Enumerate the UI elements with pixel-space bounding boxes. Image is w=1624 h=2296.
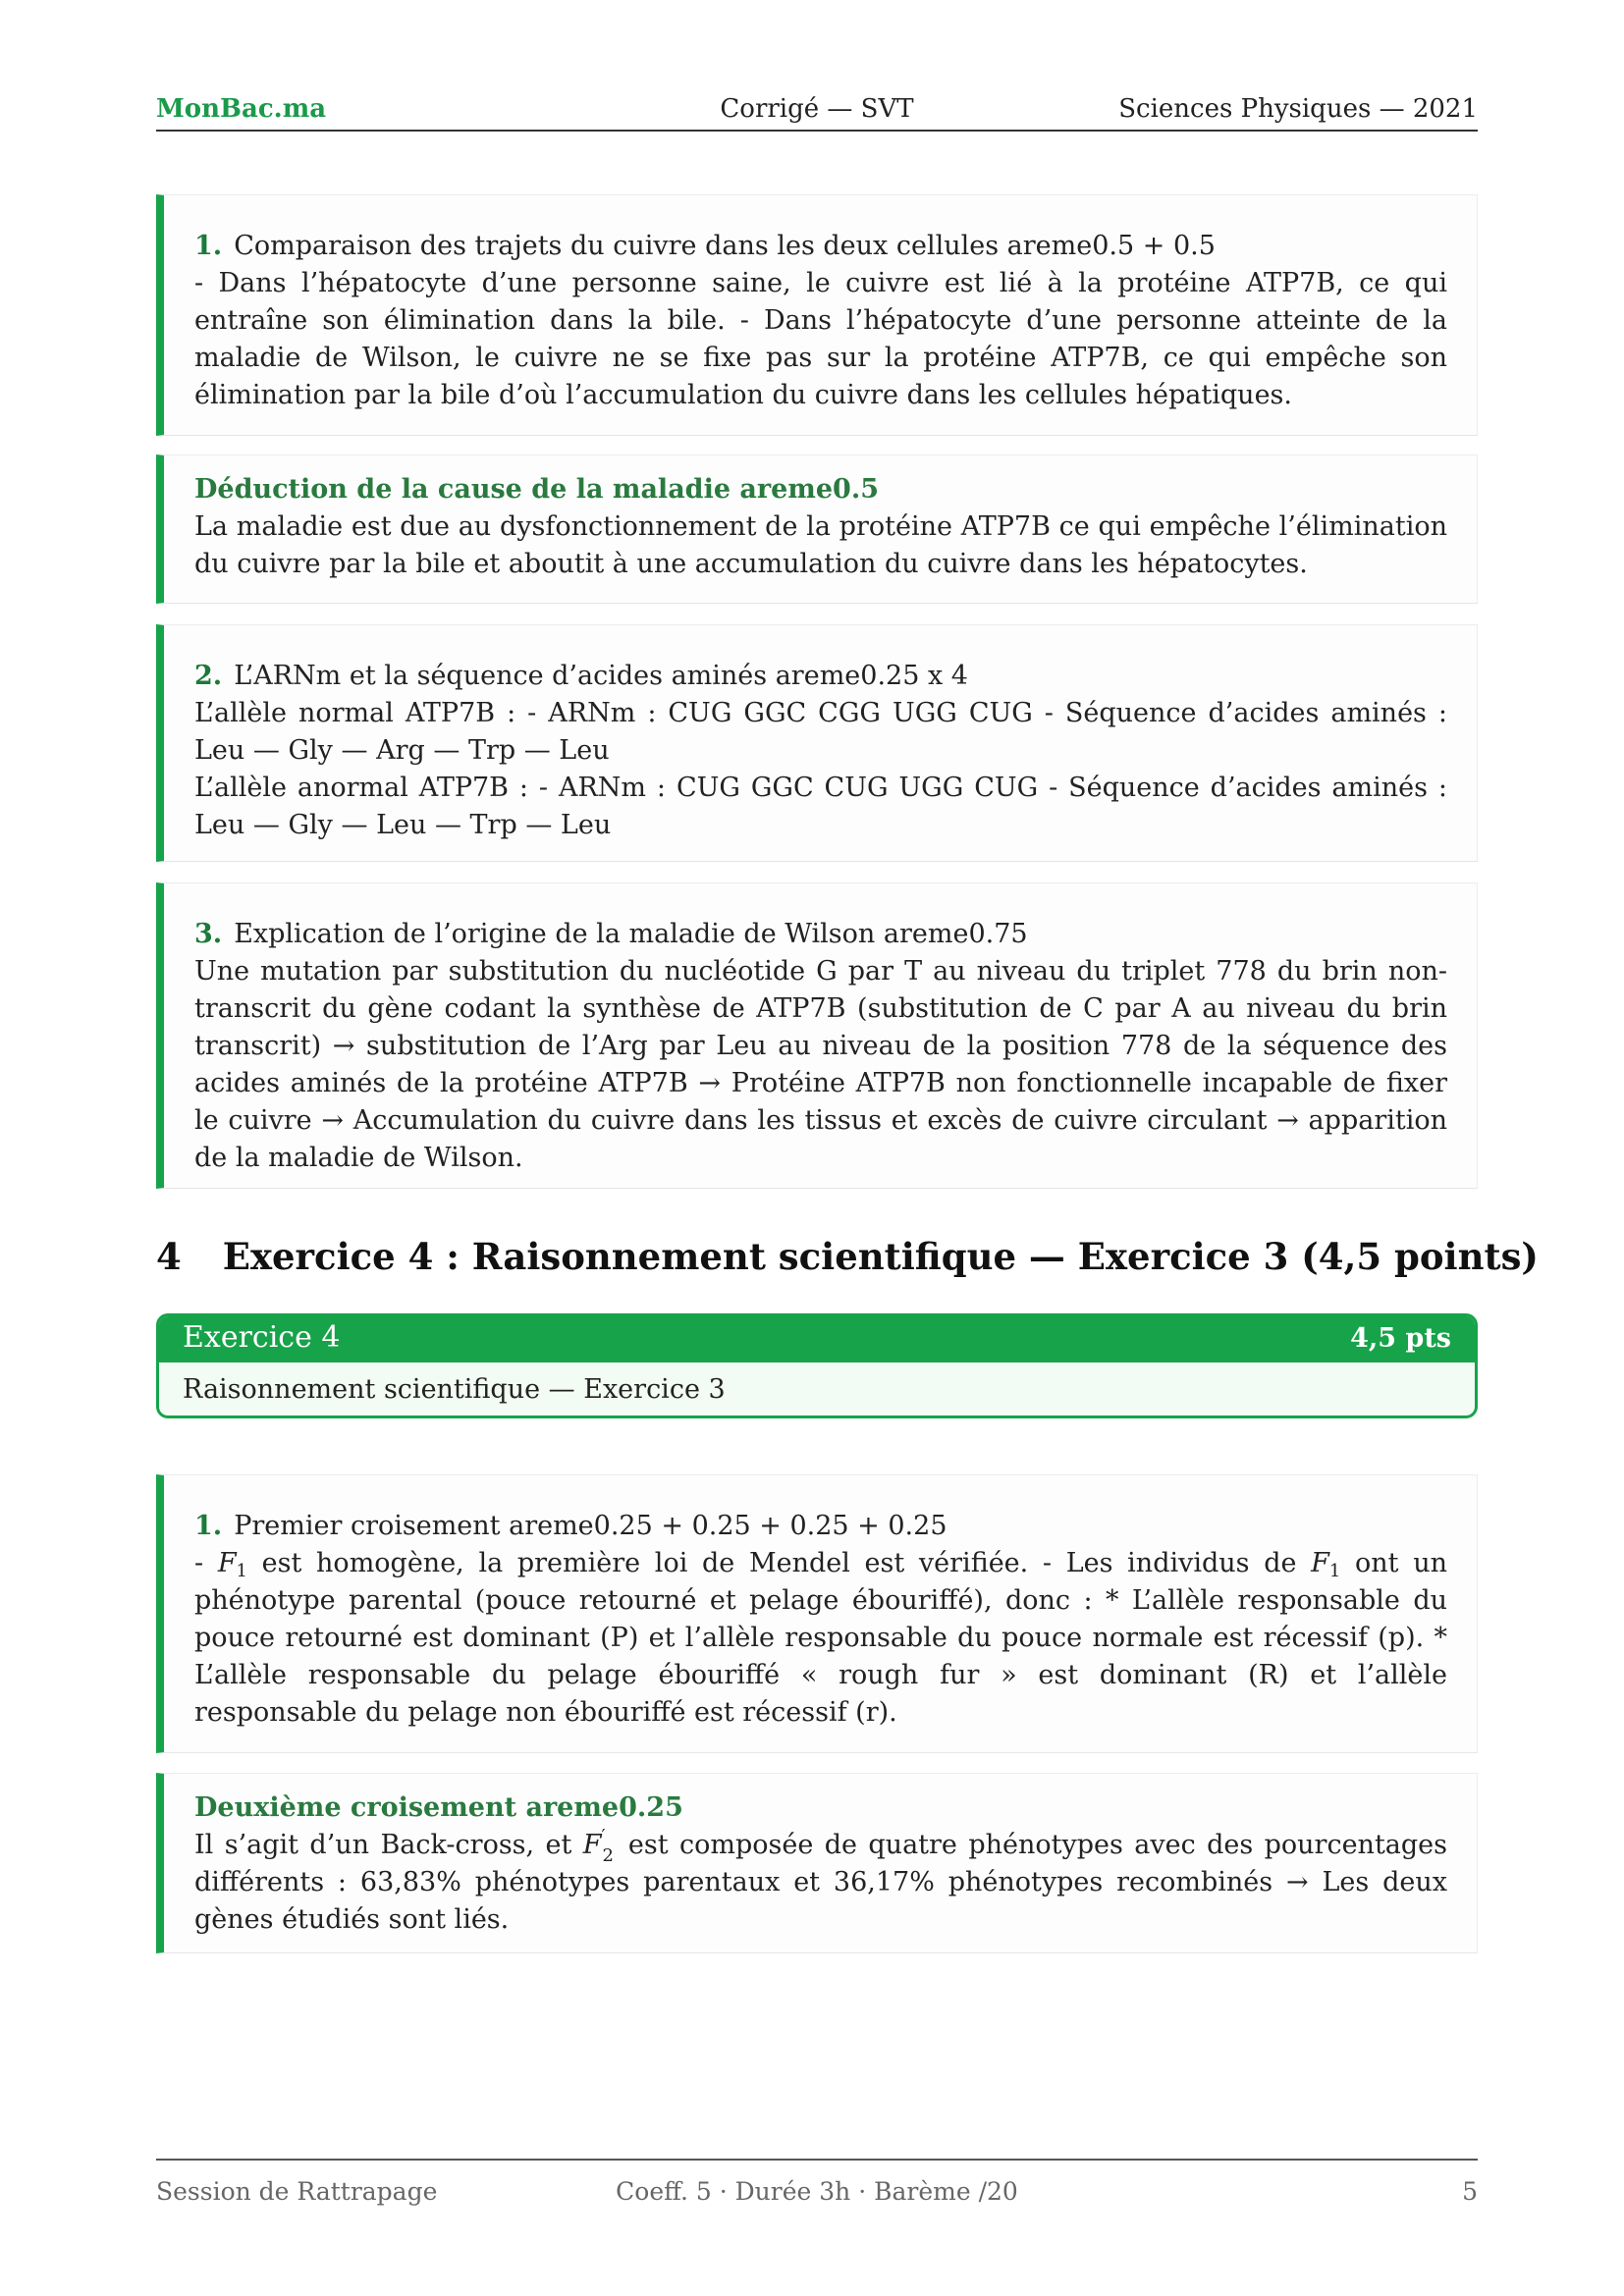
footer-session: Session de Rattrapage [156,2177,438,2206]
answer-box-e1 [156,1474,1478,1753]
header-subject: Corrigé — SVT [720,94,914,124]
question-number: 1. [194,231,223,261]
answer-box-q3 [156,882,1478,1189]
answer-text: - Dans l’hépatocyte d’une personne saine, le cuivre est lié à la protéine ATP7B, ce qui entraîne son élimination dans la bile. - Dans l’hépatocyte d’une personne atteinte de la maladie de Wilson, le cuivre ne se fixe pas sur la protéine ATP7B, ce qui empêche son élimination par la bile d’où l’accumulation du cuivre dans les cellules hépatiques. [194,268,1447,410]
footer-exam-info: Coeff. 5 · Durée 3h · Barème /20 [616,2177,1018,2206]
section-number: 4 [156,1235,182,1278]
answer-box-e2 [156,1773,1478,1953]
answer-text: Une mutation par substitution du nucléotide G par T au niveau du triplet 778 du brin non-transcrit du gène codant la synthèse de ATP7B (substitution de C par A au niveau du brin transcrit) → substitution de l’Arg par Leu au niveau de la position 778 de la séquence des acides aminés de la protéine ATP7B → Protéine ATP7B non fonctionnelle incapable de fixer le cuivre → Accumulation du cuivre dans les tissus et excès de cuivre circulant → apparition de la maladie de Wilson. [194,956,1447,1173]
question-number: 2. [194,661,223,691]
brand-logo[interactable]: MonBac.ma [156,94,327,124]
header-series: Sciences Physiques — 2021 [1118,94,1478,124]
answer-text: - $F_1$ est homogène, la première loi de Mendel est vérifiée. - Les individus de $F_1$ ont un phénotype parental (pouce retourné et pelage ébouriffé), donc : * L’allèle responsable du pouce retourné est dominant (P) et l’allèle responsable du pouce normale est récessif (p). * L’allèle responsable du pelage ébouriffé « rough fur » est dominant (R) et l’allèle responsable du pelage non ébouriffé est récessif (r). [194,1548,1447,1728]
question-heading [194,1508,1447,1545]
question-title: Comparaison des trajets du cuivre dans les deux cellules areme0.5 + 0.5 [234,231,1216,261]
normal-allele-text: L’allèle normal ATP7B : - ARNm : CUG GGC CGG UGG CUG - Séquence d’acides aminés : Leu — Gly — Arg — Trp — Leu [194,698,1447,766]
question-number: 1. [194,1511,223,1541]
abnormal-allele-text: L’allèle anormal ATP7B : - ARNm : CUG GGC CUG UGG CUG - Séquence d’acides aminés : Leu — Gly — Leu — Trp — Leu [194,773,1447,840]
question-title: Explication de l’origine de la maladie de Wilson areme0.75 [234,919,1028,949]
answer-text: Il s’agit d’un Back-cross, et F ′ 2 est composée de quatre phénotypes avec des pourcentages différents : 63,83% phénotypes parentaux et 36,17% phénotypes recombinés → Les deux gènes étudiés sont liés. [194,1826,1448,1935]
answer-box-q2 [156,624,1478,862]
question-heading [194,916,1447,953]
question-title: Premier croisement areme0.25 + 0.25 + 0.25 + 0.25 [234,1511,947,1541]
section-heading [156,1235,1539,1278]
question-title: L’ARNm et la séquence d’acides aminés areme0.25 x 4 [234,661,968,691]
exercise-title: Exercice 4 [183,1320,341,1355]
subquestion-title: Deuxième croisement areme0.25 [194,1792,683,1823]
answer-box-deduction [156,454,1478,604]
exercise-banner [156,1313,1478,1418]
page-footer [156,2159,1478,2210]
answer-text: La maladie est due au dysfonctionnement de la protéine ATP7B ce qui empêche l’élimination du cuivre par la bile et aboutit à une accumulation du cuivre dans les hépatocytes. [194,511,1447,579]
section-title: Exercice 4 : Raisonnement scientifique — Exercice 3 (4,5 points) [222,1235,1539,1278]
exercise-banner-bar [159,1316,1475,1362]
page-number: 5 [1462,2177,1478,2206]
answer-box-q1 [156,194,1478,436]
exercise-points: 4,5 pts [1350,1323,1451,1354]
question-heading [194,228,1447,265]
page-header [156,90,1478,132]
question-heading [194,658,1447,695]
subquestion-title: Déduction de la cause de la maladie areme0.5 [194,474,880,505]
exercise-subtitle: Raisonnement scientifique — Exercice 3 [183,1374,726,1405]
question-number: 3. [194,919,223,949]
